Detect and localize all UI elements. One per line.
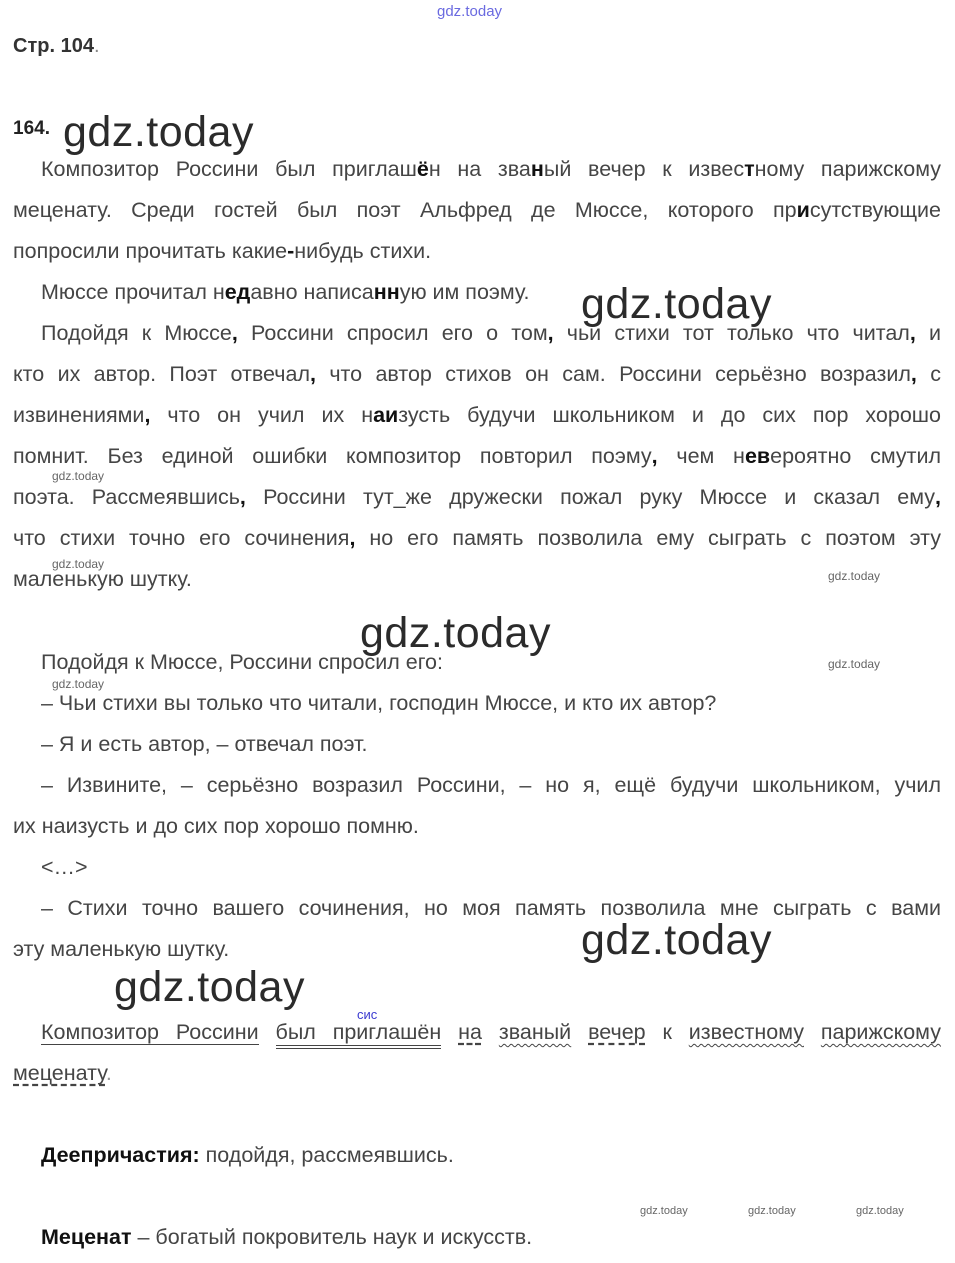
- dialogue-line: <…>: [41, 855, 88, 879]
- watermark-small: gdz.today: [828, 657, 881, 671]
- story-line: Композитор Россини был приглашён на званый вечер к известному парижскому: [41, 157, 942, 181]
- story-line: поэта. Рассмеявшись, Россини тут_же дружески пожал руку Мюссе и сказал ему,: [13, 485, 941, 509]
- dialogue-line: – Стихи точно вашего сочинения, но моя память позволила мне сыграть с вами: [41, 896, 941, 920]
- attribute: парижскому: [820, 1020, 941, 1044]
- watermark-small: gdz.today: [52, 677, 105, 691]
- watermark-large: gdz.today: [581, 280, 772, 328]
- story-line: попросили прочитать какие-нибудь стихи.: [13, 239, 432, 263]
- watermark-large: gdz.today: [114, 963, 305, 1011]
- story-line: Мюссе прочитал недавно написанную им поэму.: [41, 280, 530, 304]
- object: вечер: [588, 1020, 646, 1044]
- watermark-large: gdz.today: [360, 609, 551, 657]
- story-line: меценату. Среди гостей был поэт Альфред де Мюссе, которого присутствующие: [13, 198, 941, 222]
- preposition: к: [662, 1020, 672, 1044]
- parsed-sentence-line: меценату.: [13, 1061, 112, 1085]
- attribute: известному: [688, 1020, 804, 1044]
- dialogue-line: эту маленькую шутку.: [13, 937, 230, 961]
- story-line: помнит. Без единой ошибки композитор повторил поэму, чем невероятно смутил: [13, 444, 941, 468]
- watermark-small: gdz.today: [856, 1205, 904, 1217]
- gerunds-label: Деепричастия:: [41, 1143, 200, 1167]
- watermark-small: gdz.today: [828, 569, 881, 583]
- watermark-large: gdz.today: [581, 916, 772, 964]
- exercise-number: 164.: [13, 118, 50, 139]
- dialogue-intro: Подойдя к Мюссе, Россини спросил его:: [41, 650, 443, 674]
- watermark-large: gdz.today: [63, 108, 254, 156]
- story-line: маленькую шутку.: [13, 567, 192, 591]
- maecenas-label: Меценат: [41, 1225, 132, 1249]
- dialogue-line: их наизусть и до сих пор хорошо помню.: [13, 814, 419, 838]
- dialogue-line: – Извините, – серьёзно возразил Россини, – но я, ещё будучи школьником, учил: [41, 773, 941, 797]
- preposition: на: [458, 1020, 482, 1044]
- dialogue-line: – Чьи стихи вы только что читали, господин Мюссе, и кто их автор?: [41, 691, 717, 715]
- story-line: кто их автор. Поэт отвечал, что автор стихов он сам. Россини серьёзно возразил, с: [13, 362, 941, 386]
- watermark-small: gdz.today: [52, 557, 105, 571]
- attribute: званый: [498, 1020, 572, 1044]
- watermark-small: gdz.today: [52, 469, 105, 483]
- watermark-small: gdz.today: [748, 1205, 796, 1217]
- parse-label: сис: [357, 1007, 378, 1022]
- story-line: извинениями, что он учил их наизусть будучи школьником и до сих пор хорошо: [13, 403, 941, 427]
- object: меценату: [13, 1061, 106, 1085]
- story-line: что стихи точно его сочинения, но его память позволила ему сыграть с поэтом эту: [13, 526, 941, 550]
- dialogue-line: – Я и есть автор, – отвечал поэт.: [41, 732, 368, 756]
- story-line: Подойдя к Мюссе, Россини спросил его о том, чьи стихи тот только что читал, и: [41, 321, 942, 345]
- subject: Композитор Россини: [41, 1020, 259, 1044]
- watermark-small: gdz.today: [640, 1205, 688, 1217]
- parsed-sentence-line: [13, 1020, 941, 1045]
- predicate: был приглашён: [276, 1020, 442, 1049]
- gerunds-note: Деепричастия: подойдя, рассмеявшись.: [41, 1143, 454, 1167]
- maecenas-note: Меценат – богатый покровитель наук и искусств.: [41, 1225, 533, 1249]
- header-watermark: gdz.today: [437, 3, 503, 20]
- page-number: Стр. 104.: [13, 35, 100, 57]
